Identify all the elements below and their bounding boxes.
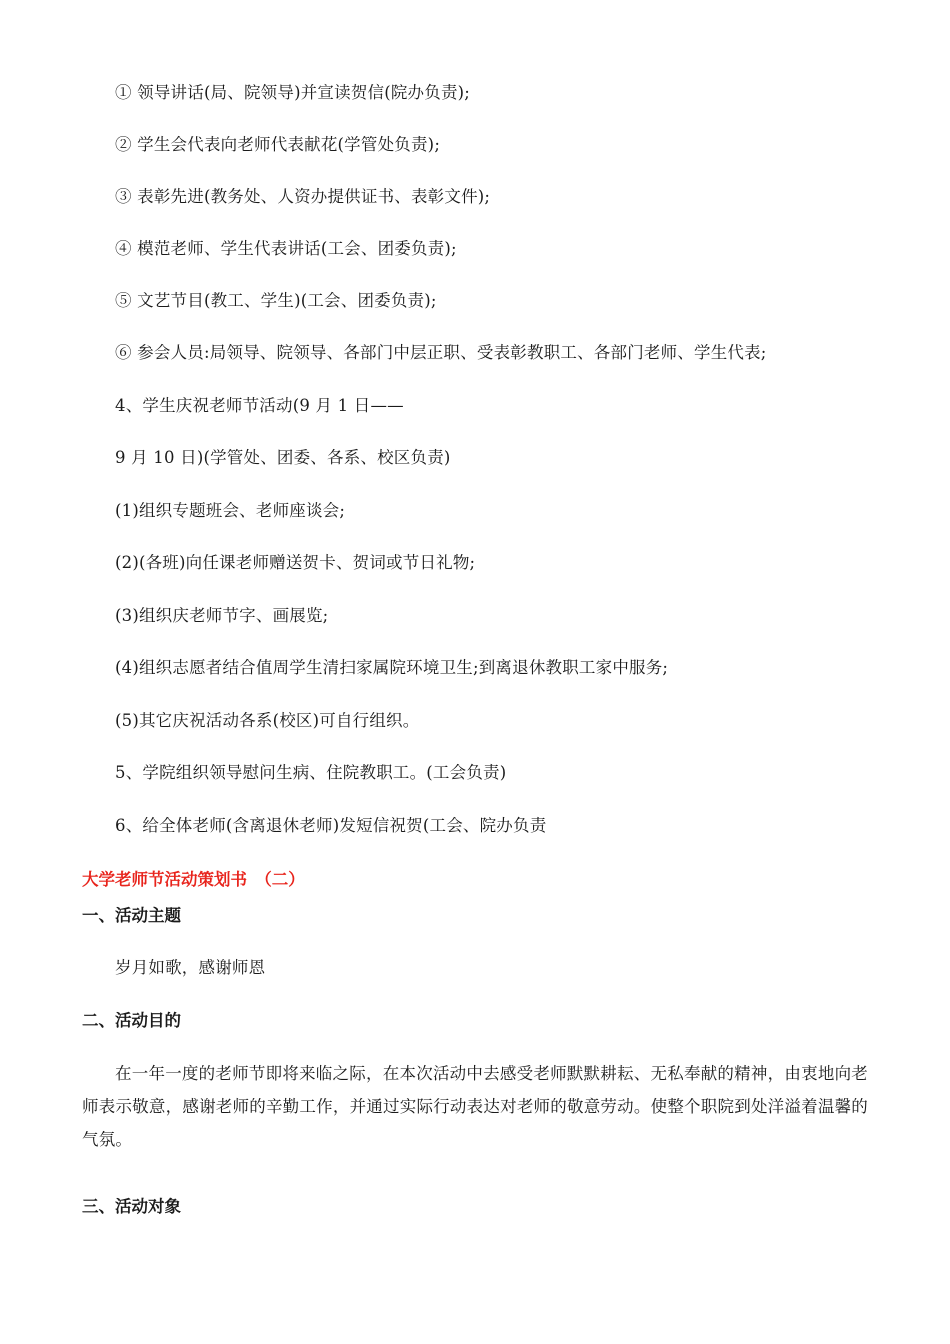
purpose-paragraph: 在一年一度的老师节即将来临之际，在本次活动中去感受老师默默耕耘、无私奉献的精神，由衷地向老师表示敬意，感谢老师的辛勤工作，并通过实际行动表达对老师的敬意劳动。使整个职院到处洋溢着温馨的气氛。 [82, 1064, 868, 1149]
list-item: 4、学生庆祝老师节活动(9 月 1 日—— [115, 396, 404, 415]
target-heading: 三、活动对象 [82, 1197, 181, 1216]
theme-text: 岁月如歌，感谢师恩 [115, 958, 266, 977]
list-item: 6、给全体老师(含离退休老师)发短信祝贺(工会、院办负责 [115, 816, 547, 835]
list-item: ⑥ 参会人员:局领导、院领导、各部门中层正职、受表彰教职工、各部门老师、学生代表; [115, 343, 767, 362]
list-item: ② 学生会代表向老师代表献花(学管处负责); [115, 135, 441, 154]
purpose-heading: 二、活动目的 [82, 1011, 181, 1030]
list-item: 5、学院组织领导慰问生病、住院教职工。(工会负责) [115, 763, 507, 782]
list-item: (3)组织庆老师节字、画展览; [115, 606, 329, 625]
list-item: ③ 表彰先进(教务处、人资办提供证书、表彰文件); [115, 187, 491, 206]
list-item: ④ 模范老师、学生代表讲话(工会、团委负责); [115, 239, 457, 258]
theme-heading: 一、活动主题 [82, 906, 181, 925]
list-item: (5)其它庆祝活动各系(校区)可自行组织。 [115, 711, 420, 730]
list-item: ⑤ 文艺节目(教工、学生)(工会、团委负责); [115, 291, 437, 310]
list-item: ① 领导讲话(局、院领导)并宣读贺信(院办负责); [115, 83, 471, 102]
list-item: (1)组织专题班会、老师座谈会; [115, 501, 346, 520]
list-item: (2)(各班)向任课老师赠送贺卡、贺词或节日礼物; [115, 553, 476, 572]
section-title: 大学老师节活动策划书 （二） [82, 870, 305, 889]
list-item: (4)组织志愿者结合值周学生清扫家属院环境卫生;到离退休教职工家中服务; [115, 658, 669, 677]
list-item: 9 月 10 日)(学管处、团委、各系、校区负责) [115, 448, 451, 467]
